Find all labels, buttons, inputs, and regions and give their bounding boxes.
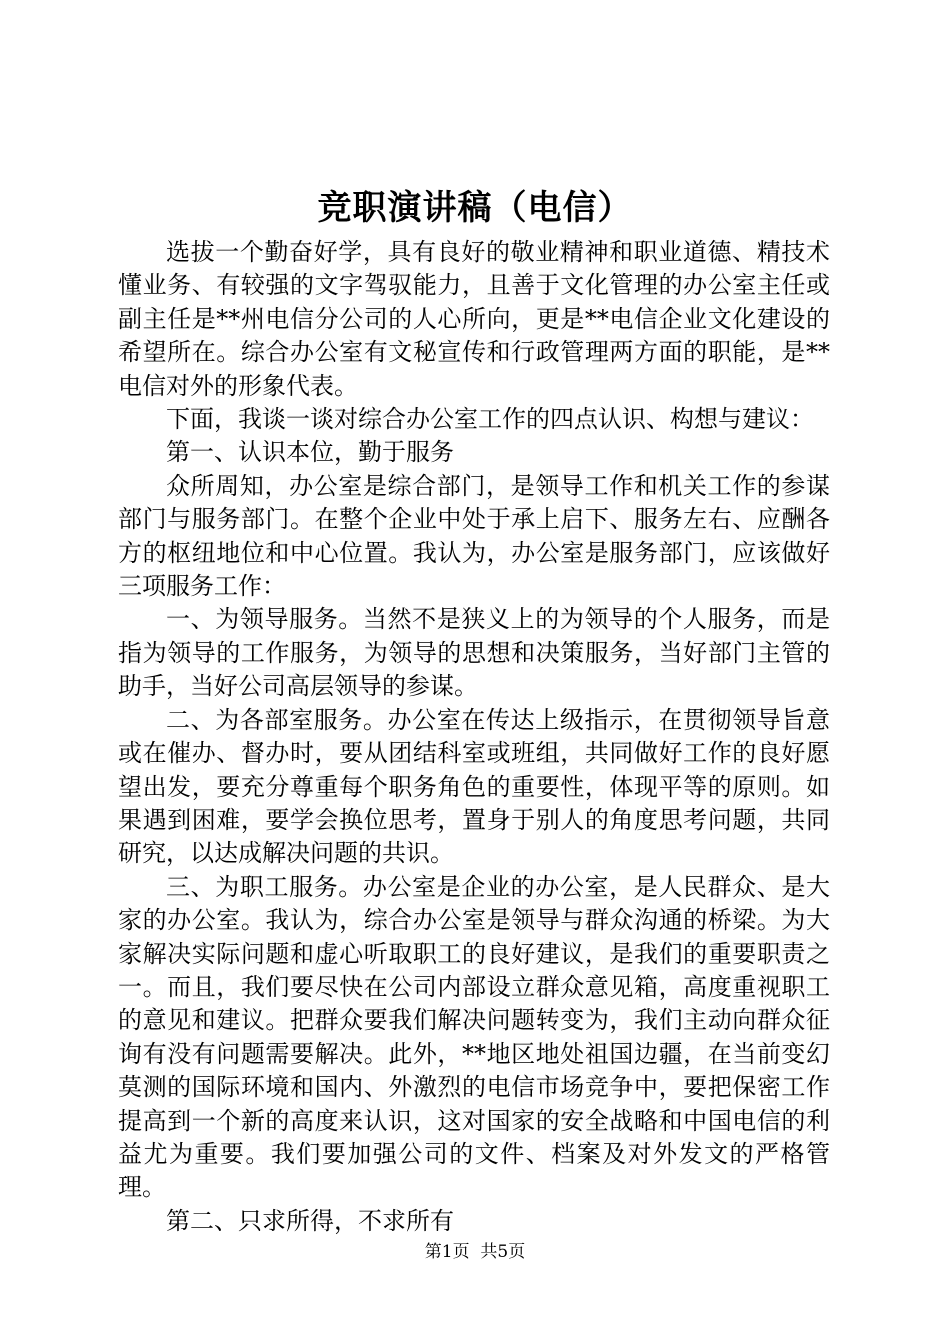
document-body: [118, 236, 830, 1238]
paragraph-serve-departments: 二、为各部室服务。办公室在传达上级指示，在贯彻领导旨意或在催办、督办时，要从团结科室或班组，共同做好工作的良好愿望出发，要充分尊重每个职务角色的重要性，体现平等的原则。如果遇到困难，要学会换位思考，置身于别人的角度思考问题，共同研究，以达成解决问题的共识。: [118, 705, 830, 868]
page-number: 第1页: [424, 1242, 470, 1262]
footer-spacer: [470, 1242, 481, 1262]
paragraph-outline: 下面，我谈一谈对综合办公室工作的四点认识、构想与建议：: [166, 405, 814, 434]
paragraph-intro: 选拔一个勤奋好学，具有良好的敬业精神和职业道德、精技术懂业务、有较强的文字驾驭能力，且善于文化管理的办公室主任或副主任是**州电信分公司的人心所向，更是**电信企业文化建设的希望所在。综合办公室有文秘宣传和行政管理两方面的职能，是**电信对外的形象代表。: [118, 238, 830, 400]
page-total: 共5页: [480, 1242, 526, 1262]
section-heading-2: 第二、只求所得，不求所有: [166, 1206, 454, 1235]
section-heading-1: 第一、认识本位，勤于服务: [166, 438, 454, 467]
paragraph-serve-leaders: 一、为领导服务。当然不是狭义上的为领导的个人服务，而是指为领导的工作服务，为领导的思想和决策服务，当好部门主管的助手，当好公司高层领导的参谋。: [118, 605, 830, 701]
paragraph-serve-staff: 三、为职工服务。办公室是企业的办公室，是人民群众、是大家的办公室。我认为，综合办公室是领导与群众沟通的桥梁。为大家解决实际问题和虚心听取职工的良好建议，是我们的重要职责之一。而且，我们要尽快在公司内部设立群众意见箱，高度重视职工的意见和建议。把群众要我们解决问题转变为，我们主动向群众征询有没有问题需要解决。此外，**地区地处祖国边疆，在当前变幻莫测的国际环境和国内、外激烈的电信市场竞争中，要把保密工作提高到一个新的高度来认识，这对国家的安全战略和中国电信的利益尤为重要。我们要加强公司的文件、档案及对外发文的严格管理。: [118, 872, 830, 1202]
paragraph-office-role: 众所周知，办公室是综合部门，是领导工作和机关工作的参谋部门与服务部门。在整个企业中处于承上启下、服务左右、应酬各方的枢纽地位和中心位置。我认为，办公室是服务部门，应该做好三项服务工作：: [118, 471, 830, 601]
document-title: 竞职演讲稿（电信）: [317, 188, 633, 228]
page-footer: [0, 1240, 950, 1264]
